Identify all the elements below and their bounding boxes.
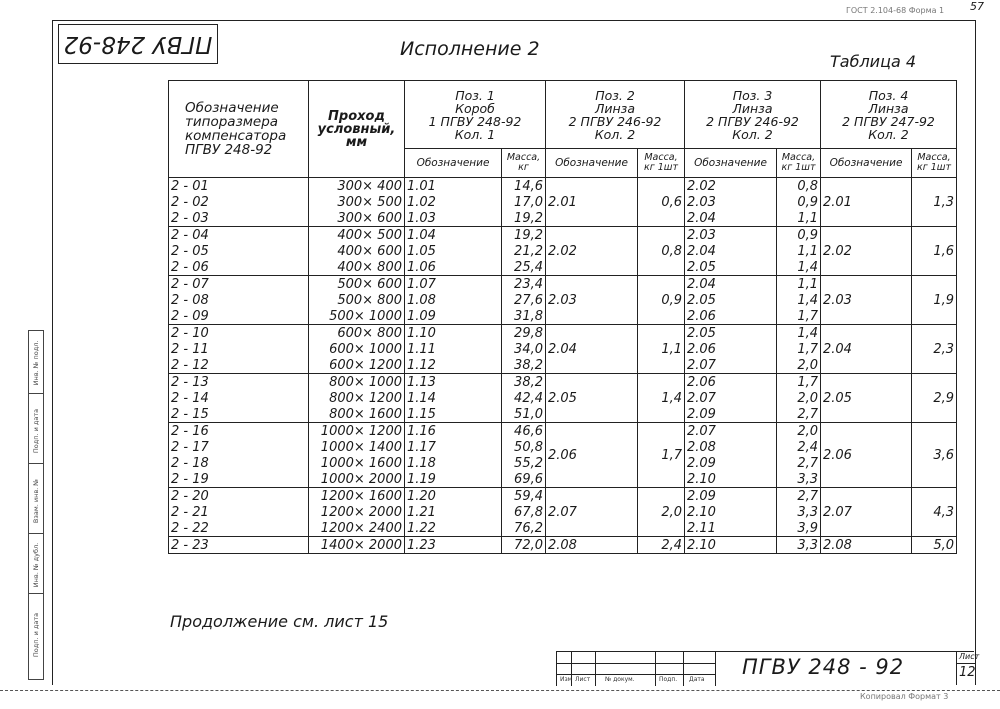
row-pos2-mass: 1,7 [638,423,685,488]
row-pos3-designation: 2.10 [685,504,777,520]
pos2-title: Поз. 2 [595,87,635,103]
row-pos3-designation: 2.04 [685,210,777,227]
row-pos2-designation: 2.03 [546,276,638,325]
row-pos1-mass: 69,6 [502,471,546,488]
row-pos3-mass: 1,7 [777,308,821,325]
row-pos3-mass: 2,0 [777,390,821,406]
row-pos3-mass: 2,0 [777,357,821,374]
row-pos3-designation: 2.05 [685,292,777,308]
row-pos3-designation: 2.06 [685,374,777,391]
row-designation: 2 - 19 [169,471,309,488]
pos4-doc: 2 ПГВУ 247-92 [842,113,935,129]
row-passage: 500× 600 [309,276,405,293]
sheet-number: 12 [959,665,976,680]
row-pos4-designation: 2.02 [821,227,912,276]
row-designation: 2 - 12 [169,357,309,374]
pos1-doc: 1 ПГВУ 248-92 [428,113,522,129]
tb-col-label: Изм [560,676,573,683]
row-pos2-designation: 2.08 [546,537,638,554]
row-pos1-mass: 31,8 [502,308,546,325]
row-designation: 2 - 08 [169,292,309,308]
row-pos1-designation: 1.22 [405,520,502,537]
pos2-name: Линза [594,100,635,116]
table-row [169,488,957,505]
row-pos1-designation: 1.03 [405,210,502,227]
row-pos1-mass: 55,2 [502,455,546,471]
pos3-name: Линза [732,100,773,116]
sidebar-label: Подп. и дата [32,408,40,454]
row-passage: 600× 1000 [309,341,405,357]
row-pos3-mass: 2,4 [777,439,821,455]
row-pos1-mass: 72,0 [502,537,546,554]
header-designation: Обозначение типоразмера компенсатора ПГВУ 248-92 [169,81,309,178]
row-pos3-designation: 2.10 [685,471,777,488]
header-pos2 [546,81,685,149]
row-pos3-mass: 1,4 [777,259,821,276]
row-pos1-designation: 1.10 [405,325,502,342]
title-block [556,651,974,686]
row-designation: 2 - 02 [169,194,309,210]
row-pos2-designation: 2.06 [546,423,638,488]
pos3-doc: 2 ПГВУ 246-92 [706,113,799,129]
row-pos2-mass: 2,4 [638,537,685,554]
row-pos1-designation: 1.01 [405,178,502,195]
pos2-doc: 2 ПГВУ 246-92 [568,113,662,129]
row-pos1-mass: 76,2 [502,520,546,537]
row-pos3-designation: 2.03 [685,227,777,244]
table-row [169,276,957,293]
row-designation: 2 - 11 [169,341,309,357]
row-pos3-mass: 1,1 [777,210,821,227]
row-designation: 2 - 15 [169,406,309,423]
revision-grid [556,652,715,686]
row-pos2-designation: 2.04 [546,325,638,374]
table-label: Таблица 4 [830,52,917,71]
row-pos3-mass: 1,4 [777,292,821,308]
row-passage: 300× 400 [309,178,405,195]
row-pos1-mass: 51,0 [502,406,546,423]
table-body [169,178,957,554]
row-pos4-mass: 2,3 [912,325,957,374]
table-row [169,178,957,195]
row-passage: 400× 500 [309,227,405,244]
row-pos1-designation: 1.12 [405,357,502,374]
row-passage: 1000× 1400 [309,439,405,455]
row-pos3-designation: 2.04 [685,243,777,259]
row-pos1-mass: 19,2 [502,227,546,244]
row-passage: 1200× 1600 [309,488,405,505]
tb-col-label: Дата [689,676,705,683]
row-pos1-mass: 67,8 [502,504,546,520]
row-pos1-designation: 1.08 [405,292,502,308]
pos2-sub-designation: Обозначение [546,149,638,178]
row-designation: 2 - 07 [169,276,309,293]
row-pos3-designation: 2.06 [685,308,777,325]
sidebar-label: Инв. № дубл. [32,542,40,588]
row-pos3-designation: 2.11 [685,520,777,537]
row-pos3-mass: 1,1 [777,276,821,293]
row-pos3-mass: 1,7 [777,341,821,357]
pos3-title: Поз. 3 [732,87,773,103]
row-pos1-designation: 1.11 [405,341,502,357]
header-passage: Проход условный, мм [309,81,405,178]
row-pos3-designation: 2.09 [685,488,777,505]
row-pos1-mass: 19,2 [502,210,546,227]
row-passage: 600× 800 [309,325,405,342]
row-pos1-designation: 1.19 [405,471,502,488]
pos3-sub-mass: Масса, кг 1шт [777,149,821,178]
row-pos1-mass: 21,2 [502,243,546,259]
pos4-sub-designation: Обозначение [821,149,912,178]
row-designation: 2 - 23 [169,537,309,554]
row-pos1-designation: 1.21 [405,504,502,520]
row-pos4-designation: 2.03 [821,276,912,325]
table-row [169,374,957,391]
row-pos2-mass: 1,1 [638,325,685,374]
row-passage: 800× 1200 [309,390,405,406]
row-passage: 400× 800 [309,259,405,276]
sheet-box [956,651,980,685]
row-pos3-mass: 3,9 [777,520,821,537]
row-pos3-mass: 2,7 [777,488,821,505]
row-passage: 1200× 2000 [309,504,405,520]
header-pos1 [405,81,546,149]
row-pos2-mass: 0,8 [638,227,685,276]
row-pos2-mass: 0,9 [638,276,685,325]
row-pos3-mass: 3,3 [777,504,821,520]
row-passage: 300× 600 [309,210,405,227]
pos1-sub-designation: Обозначение [405,149,502,178]
row-pos1-mass: 29,8 [502,325,546,342]
row-pos3-mass: 3,3 [777,537,821,554]
row-pos3-mass: 2,0 [777,423,821,440]
row-passage: 800× 1600 [309,406,405,423]
tb-col-label: Лист [575,676,591,683]
footer-small-text: Копировал Формат 3 [860,692,949,701]
row-passage: 800× 1000 [309,374,405,391]
row-pos1-designation: 1.13 [405,374,502,391]
row-pos1-designation: 1.09 [405,308,502,325]
row-pos3-designation: 2.06 [685,341,777,357]
row-pos4-mass: 2,9 [912,374,957,423]
row-designation: 2 - 13 [169,374,309,391]
row-pos4-designation: 2.07 [821,488,912,537]
row-pos1-mass: 23,4 [502,276,546,293]
row-pos3-mass: 0,9 [777,227,821,244]
row-pos1-designation: 1.05 [405,243,502,259]
pos1-qty: Кол. 1 [454,126,496,142]
pos4-title: Поз. 4 [868,87,909,103]
row-designation: 2 - 22 [169,520,309,537]
row-passage: 500× 1000 [309,308,405,325]
row-pos1-designation: 1.20 [405,488,502,505]
header-pos4 [821,81,957,149]
variant-title: Исполнение 2 [400,38,540,60]
row-pos3-designation: 2.07 [685,357,777,374]
row-designation: 2 - 18 [169,455,309,471]
row-pos4-mass: 4,3 [912,488,957,537]
row-pos2-mass: 2,0 [638,488,685,537]
row-pos4-mass: 1,6 [912,227,957,276]
row-pos1-designation: 1.02 [405,194,502,210]
corner-page-number: 57 [970,0,984,13]
row-designation: 2 - 10 [169,325,309,342]
row-passage: 1200× 2400 [309,520,405,537]
row-pos1-designation: 1.23 [405,537,502,554]
sheet-label: Лист [959,652,980,661]
row-passage: 300× 500 [309,194,405,210]
row-pos1-mass: 17,0 [502,194,546,210]
row-designation: 2 - 20 [169,488,309,505]
row-passage: 1000× 1600 [309,455,405,471]
row-pos3-designation: 2.10 [685,537,777,554]
table-row [169,325,957,342]
row-pos1-designation: 1.18 [405,455,502,471]
row-pos3-designation: 2.08 [685,439,777,455]
pos4-sub-mass: Масса, кг 1шт [912,149,957,178]
table-row [169,423,957,440]
row-pos4-designation: 2.05 [821,374,912,423]
row-pos1-mass: 42,4 [502,390,546,406]
row-passage: 500× 800 [309,292,405,308]
row-pos4-designation: 2.06 [821,423,912,488]
row-designation: 2 - 14 [169,390,309,406]
row-pos4-designation: 2.04 [821,325,912,374]
row-passage: 400× 600 [309,243,405,259]
row-pos3-mass: 0,9 [777,194,821,210]
row-designation: 2 - 01 [169,178,309,195]
row-pos4-mass: 3,6 [912,423,957,488]
row-pos4-designation: 2.01 [821,178,912,227]
sidebar-label: Взам. инв. № [32,478,40,524]
row-pos3-designation: 2.09 [685,455,777,471]
row-pos3-designation: 2.05 [685,325,777,342]
row-pos3-designation: 2.02 [685,178,777,195]
row-passage: 1000× 1200 [309,423,405,440]
row-pos3-mass: 3,3 [777,471,821,488]
row-pos3-mass: 0,8 [777,178,821,195]
row-pos3-designation: 2.05 [685,259,777,276]
row-pos1-designation: 1.15 [405,406,502,423]
row-pos3-designation: 2.03 [685,194,777,210]
row-pos4-mass: 1,3 [912,178,957,227]
sidebar-label: Подп. и дата [32,612,40,658]
row-pos1-designation: 1.17 [405,439,502,455]
row-pos3-mass: 1,1 [777,243,821,259]
pos1-title: Поз. 1 [455,87,495,103]
row-designation: 2 - 16 [169,423,309,440]
row-pos1-mass: 38,2 [502,357,546,374]
row-pos4-designation: 2.08 [821,537,912,554]
pos1-sub-mass: Масса, кг [502,149,546,178]
row-pos4-mass: 1,9 [912,276,957,325]
row-pos1-mass: 50,8 [502,439,546,455]
row-pos1-designation: 1.07 [405,276,502,293]
pos2-sub-mass: Масса, кг 1шт [638,149,685,178]
tb-col-label: № докум. [605,676,635,683]
row-pos3-designation: 2.07 [685,390,777,406]
pos3-qty: Кол. 2 [732,126,773,142]
row-pos1-mass: 46,6 [502,423,546,440]
row-passage: 600× 1200 [309,357,405,374]
pos3-sub-designation: Обозначение [685,149,777,178]
row-pos2-designation: 2.07 [546,488,638,537]
row-pos1-mass: 34,0 [502,341,546,357]
row-pos3-designation: 2.04 [685,276,777,293]
row-pos2-designation: 2.02 [546,227,638,276]
row-pos1-mass: 27,6 [502,292,546,308]
row-pos3-designation: 2.07 [685,423,777,440]
row-pos4-mass: 5,0 [912,537,957,554]
row-designation: 2 - 09 [169,308,309,325]
row-designation: 2 - 05 [169,243,309,259]
header-small-text: ГОСТ 2.104-68 Форма 1 [846,6,945,15]
title-block-code: ПГВУ 248 - 92 [742,655,905,679]
side-stamp-strip [28,330,44,680]
table-row [169,227,957,244]
row-pos1-designation: 1.14 [405,390,502,406]
row-pos3-mass: 2,7 [777,406,821,423]
row-pos2-designation: 2.05 [546,374,638,423]
compensator-table [168,80,957,554]
row-pos1-mass: 25,4 [502,259,546,276]
row-pos1-designation: 1.04 [405,227,502,244]
row-designation: 2 - 03 [169,210,309,227]
pos4-name: Линза [868,100,909,116]
row-designation: 2 - 06 [169,259,309,276]
row-passage: 1400× 2000 [309,537,405,554]
row-pos3-mass: 1,4 [777,325,821,342]
continuation-note: Продолжение см. лист 15 [170,612,389,631]
sidebar-label: Инв. № подл. [32,340,40,386]
row-pos2-mass: 1,4 [638,374,685,423]
row-pos1-designation: 1.06 [405,259,502,276]
header-pos3 [685,81,821,149]
table-row [169,537,957,554]
row-pos3-designation: 2.09 [685,406,777,423]
tb-col-label: Подп. [659,676,678,683]
row-pos2-mass: 0,6 [638,178,685,227]
row-designation: 2 - 17 [169,439,309,455]
row-pos2-designation: 2.01 [546,178,638,227]
row-designation: 2 - 21 [169,504,309,520]
pos2-qty: Кол. 2 [594,126,636,142]
row-passage: 1000× 2000 [309,471,405,488]
row-pos1-mass: 14,6 [502,178,546,195]
bottom-cut-line [0,690,1000,691]
row-pos1-mass: 38,2 [502,374,546,391]
row-pos1-designation: 1.16 [405,423,502,440]
row-pos3-mass: 2,7 [777,455,821,471]
row-pos1-mass: 59,4 [502,488,546,505]
pos4-qty: Кол. 2 [868,126,909,142]
row-pos3-mass: 1,7 [777,374,821,391]
pos1-name: Короб [455,100,495,116]
document-code-stamp: ПГВУ 248-92 [58,24,218,64]
row-designation: 2 - 04 [169,227,309,244]
